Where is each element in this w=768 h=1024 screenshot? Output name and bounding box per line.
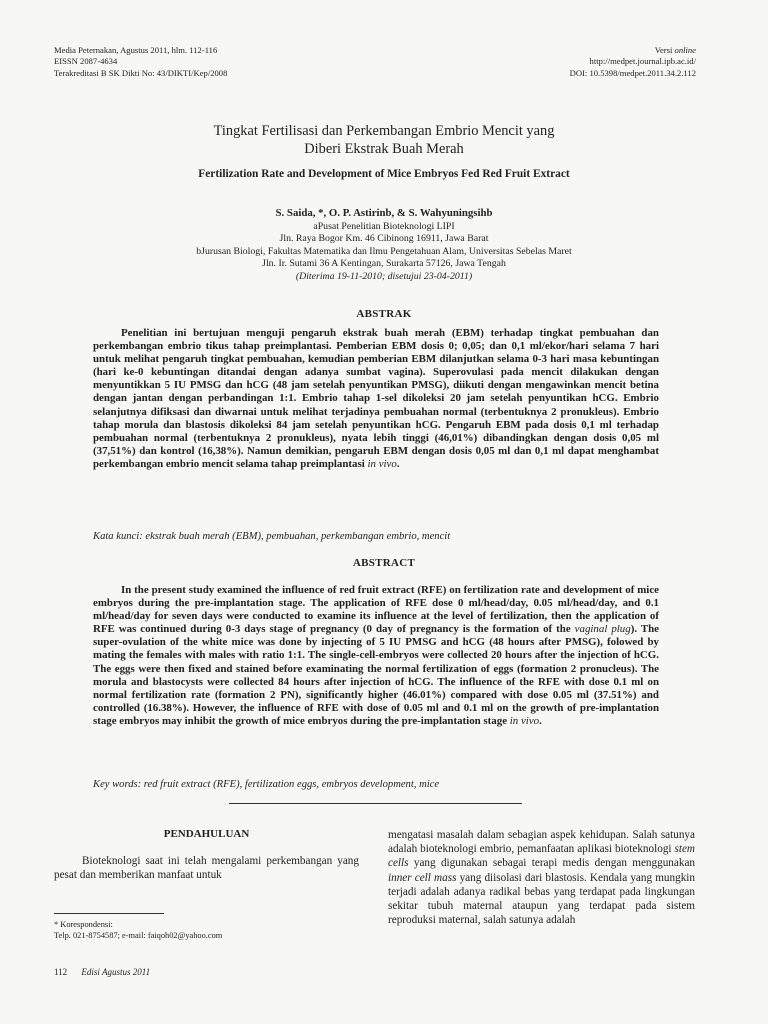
affiliation-b-address: Jln. Ir. Sutami 36 A Kentingan, Surakarta 57126, Jawa Tengah — [262, 258, 506, 270]
doi[interactable]: DOI: 10.5398/medpet.2011.34.2.112 — [569, 67, 696, 78]
authors: S. Saida, *, O. P. Astirinb, & S. Wahyuningsihb — [275, 207, 493, 219]
right-text-c: yang diisolasi dari blastosis. Kendala yang mungkin terjadi adalah adanya radikal bebas yang terdapat pada lingkungan sekitar tubuh maternal ataupun yang terdapat pada sistem reproduksi maternal, salah satunya adalah — [388, 871, 695, 927]
article-subtitle: Fertilization Rate and Development of Mice Embryos Fed Red Fruit Extract — [198, 168, 570, 180]
pendahuluan-heading: PENDAHULUAN — [163, 828, 250, 840]
footnote-rule — [54, 913, 164, 914]
footnote-contact: Telp. 021-8754587; e-mail: faiqoh02@yahoo.com — [54, 931, 223, 940]
version-value: online — [674, 45, 696, 55]
pendahuluan-text: Bioteknologi saat ini telah mengalami perkembangan yang pesat dan memberikan manfaat untuk — [54, 855, 359, 882]
abstract-italic-2: in vivo — [509, 714, 540, 727]
title-line-2: Diberi Ekstrak Buah Merah — [304, 141, 464, 157]
journal-url[interactable]: http://medpet.journal.ipb.ac.id/ — [589, 56, 696, 67]
abstract-paragraph: In the present study examined the influence of red fruit extract (RFE) on fertilization rate and development of mice embryos during the pre-implantation stage. The application of RFE dose 0 ml/head/day, 0.05 ml/head/day, and 0.1 ml/head/day for seven days were conducted to examine its influence at the level of fertilization, then the application of RFE was continued during 0-3 days stage of pregnancy (0 day of pregnancy is the formation of the vaginal plug). The super-ovulation of the white mice was done by injecting of 5 IU PMSG and hCG (48 hours after PMSG), folowed by mating the females with males with ratio 1:1. The single-cell-embryos were collected 20 hours after the injection of hCG. The eggs were then fixed and stained before examinating the normal fertilization of eggs (formation 2 pronucleus). The morula and blastocysts were collected 84 hours after injection of hCG. The influence of the RFE with dose 0.1 ml on normal fertilization rate (formation 2 PN), significantly higher (46.01%) compared with dose 0.05 ml (37.51%) and controlled (16.38%). However, the influence of RFE with dose of 0.05 ml and 0.1 ml on the growth of pre-implantation stage embryos may inhibit the growth of mice embryos during the pre-implantation stage in vivo. — [93, 584, 660, 727]
section-divider — [229, 803, 522, 804]
abstract-text-2: ). The super-ovulation of the white mice was done by injecting of 5 IU PMSG and hCG (48 hours after PMSG), folowed by mating the females with males with ratio 1:1. The single-cell-embryos were collected 20 hours after the injection of hCG. The eggs were then fixed and stained before examinating the normal fertilization of eggs (formation 2 pronucleus). The morula and blastocysts were collected 84 hours after injection of hCG. The influence of the RFE with dose 0.1 ml on normal fertilization rate (formation 2 PN), significantly higher (46.01%) compared with dose 0.05 ml (37.51%) and controlled (16.38%). However, the influence of RFE with dose of 0.05 ml and 0.1 ml on the growth of pre-implantation stage embryos may inhibit the growth of mice embryos during the pre-implantation stage — [93, 623, 660, 727]
abstrak-paragraph: Penelitian ini bertujuan menguji pengaruh ekstrak buah merah (EBM) terhadap tingkat pembuahan dan perkembangan embrio tikus tahap preimplantasi. Pemberian EBM dosis 0; 0,05; dan 0,1 ml/ekor/hari selama 7 hari untuk melihat pengaruh tingkat pembuahan, kemudian pemberian EBM dilanjutkan selama 0-3 hari masa kebuntingan (hari ke-0 kebuntingan ditandai dengan adanya sumbat vagina). Superovulasi pada mencit dilakukan dengan menyuntikkan 5 IU PMSG dan hCG (48 jam setelah penyuntikan PMSG), diikuti dengan mengawinkan mencit betina dengan jantan dengan perbandingan 1:1. Embrio tahap 1-sel dikoleksi 20 jam setelah penyuntikan hCG. Embrio selanjutnya difiksasi dan diwarnai untuk melihat terjadinya pembuahan normal (terbentuknya 2 pronukleus). Embrio tahap morula dan blastosis dikoleksi 84 jam setelah penyuntikan hCG. Pengaruh EBM pada dosis 0,1 ml terhadap pembuahan normal (terbentuknya 2 pronukleus), nyata lebih tinggi (46,01%) dibandingkan dengan dosis 0,05 ml (37,51%) dan kontrol (16,38%). Namun demikian, pengaruh EBM dengan dosis 0,05 ml dan 0,1 ml dapat menghambat perkembangan embrio mencit selama tahap preimplantasi in vivo. — [93, 327, 659, 470]
abstract-heading: ABSTRACT — [352, 557, 416, 569]
affiliations — [60, 221, 708, 283]
right-column-text — [388, 828, 695, 927]
footnote — [54, 919, 222, 941]
right-italic-1: stem cells — [388, 843, 696, 870]
edition: Edisi Agustus 2011 — [81, 967, 151, 977]
abstract-italic-1: vaginal plug — [574, 623, 631, 636]
eissn: EISSN 2087-4634 — [54, 56, 118, 67]
left-column — [54, 828, 359, 882]
affiliation-a: aPusat Penelitian Bioteknologi LIPI — [313, 221, 455, 232]
abstrak-heading: ABSTRAK — [356, 308, 412, 320]
abstrak-body — [93, 327, 659, 471]
page-number: 112 — [54, 967, 68, 977]
right-italic-2: inner cell mass — [388, 871, 457, 884]
version-label: Versi — [654, 45, 673, 55]
affiliation-a-address: Jln. Raya Bogor Km. 46 Cibinong 16911, Jawa Barat — [279, 233, 489, 245]
article-title — [60, 122, 708, 158]
abstrak-text: Penelitian ini bertujuan menguji pengaruh ekstrak buah merah (EBM) terhadap tingkat pembuahan dan perkembangan embrio tikus tahap preimplantasi. Pemberian EBM dosis 0; 0,05; dan 0,1 ml/ekor/hari selama 7 hari untuk melihat pengaruh tingkat pembuahan, kemudian pemberian EBM dilanjutkan selama 0-3 hari masa kebuntingan (hari ke-0 kebuntingan ditandai dengan adanya sumbat vagina). Superovulasi pada mencit dilakukan dengan menyuntikkan 5 IU PMSG dan hCG (48 jam setelah penyuntikan PMSG), diikuti dengan mengawinkan mencit betina dengan jantan dengan perbandingan 1:1. Embrio tahap 1-sel dikoleksi 20 jam setelah penyuntikan hCG. Embrio selanjutnya difiksasi dan diwarnai untuk melihat terjadinya pembuahan normal (terbentuknya 2 pronukleus). Embrio tahap morula dan blastosis dikoleksi 84 jam setelah penyuntikan hCG. Pengaruh EBM pada dosis 0,1 ml terhadap pembuahan normal (terbentuknya 2 pronukleus), nyata lebih tinggi (46,01%) dibandingkan dengan dosis 0,05 ml (37,51%) dan kontrol (16,38%). Namun demikian, pengaruh EBM dengan dosis 0,05 ml dan 0,1 ml dapat menghambat perkembangan embrio mencit selama tahap preimplantasi — [93, 327, 659, 470]
version-line — [436, 45, 696, 56]
received-dates: (Diterima 19-11-2010; disetujui 23-04-2011) — [295, 270, 473, 282]
abstrak-italic: in vivo — [367, 457, 397, 470]
accreditation: Terakreditasi B SK Dikti No: 43/DIKTI/Kep/2008 — [54, 67, 228, 78]
abstract-text-1: In the present study examined the influence of red fruit extract (RFE) on fertilization rate and development of mice embryos during the pre-implantation stage. The application of RFE dose 0 ml/head/day, 0.05 ml/head/day, and 0.1 ml/head/day for seven days were conducted to examine its influence at the level of fertilization, then the application of RFE was continued during 0-3 days stage of pregnancy (0 day of pregnancy is the formation of the — [93, 584, 659, 636]
journal-header — [54, 45, 354, 79]
page-footer — [54, 967, 150, 977]
online-info — [436, 45, 696, 79]
right-text-b: yang digunakan sebagai terapi medis dengan menggunakan — [413, 857, 696, 870]
journal-citation: Media Peternakan, Agustus 2011, hlm. 112-116 — [54, 45, 218, 55]
title-line-1: Tingkat Fertilisasi dan Perkembangan Embrio Mencit yang — [213, 123, 555, 139]
abstract-body — [93, 584, 659, 728]
key-words: Key words: red fruit extract (RFE), fertilization eggs, embryos development, mice — [93, 779, 440, 790]
footnote-label: * Korespondensi: — [54, 920, 113, 929]
right-text-a: mengatasi masalah dalam sebagian aspek kehidupan. Salah satunya adalah bioteknologi embrio, pemanfaatan aplikasi bioteknologi — [388, 829, 695, 856]
kata-kunci: Kata kunci: ekstrak buah merah (EBM), pembuahan, perkembangan embrio, mencit — [93, 531, 451, 542]
affiliation-b: bJurusan Biologi, Fakultas Matematika dan Ilmu Pengetahuan Alam, Universitas Sebelas Maret — [196, 245, 572, 257]
right-column — [388, 828, 695, 927]
